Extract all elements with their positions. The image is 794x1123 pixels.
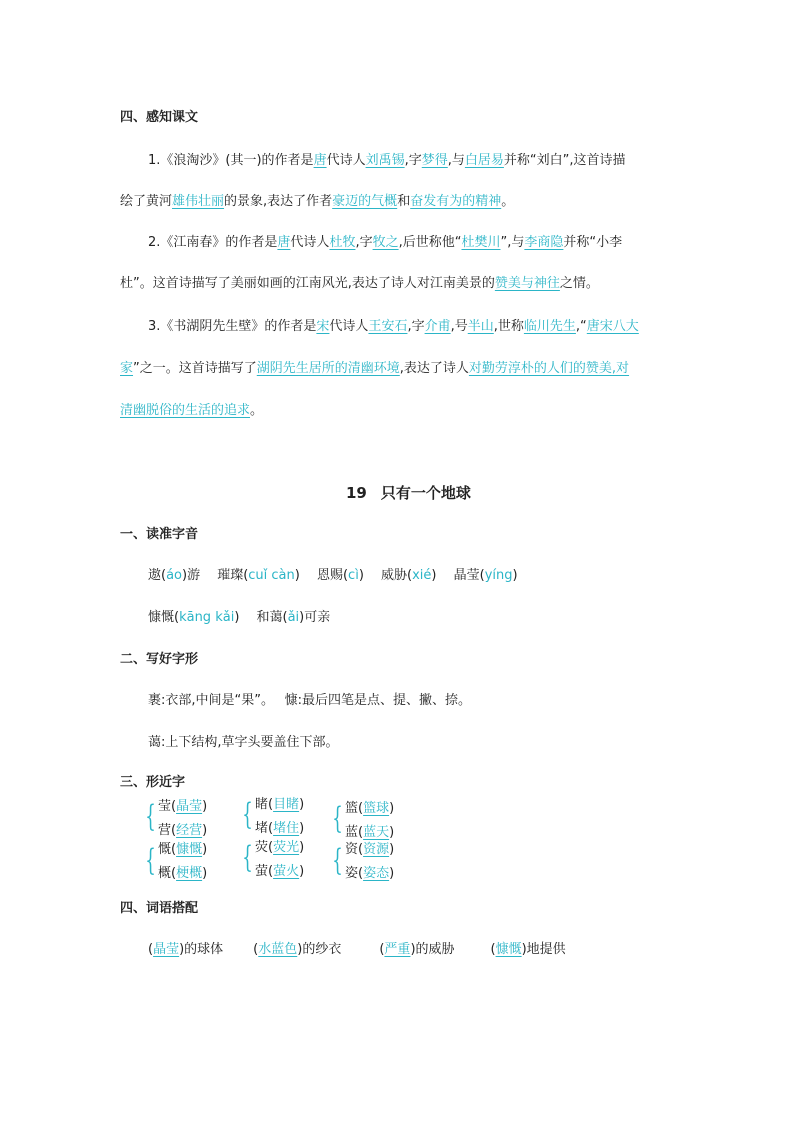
answer-text: 湖阴先生居所的清幽环境: [256, 361, 400, 376]
answer-text: 豪迈的气概: [332, 194, 398, 209]
pinyin-text: cuǐ càn: [248, 568, 295, 583]
text-run: ,字: [404, 153, 422, 168]
para1-line1: [148, 152, 626, 170]
text-run: 3.《书湖阴先生壁》的作者是: [148, 319, 317, 334]
word-suffix: )的纱衣: [297, 942, 342, 957]
close-paren: ): [299, 864, 305, 879]
text-run: ,“: [575, 319, 587, 334]
answer-text: 半山: [467, 319, 494, 334]
close-paren: ): [202, 842, 208, 857]
text-run: ): [512, 568, 518, 583]
close-paren: ): [299, 840, 305, 855]
close-paren: ): [299, 797, 305, 812]
text-run: ,世称: [493, 319, 524, 334]
answer-word: 资源: [363, 842, 390, 857]
char: 睹(: [255, 797, 274, 812]
answer-text: 清幽脱俗的生活的追求: [120, 403, 251, 418]
text-run: 并称“刘白”,这首诗描: [503, 153, 626, 168]
text-run: ”之一。这首诗描写了: [133, 361, 257, 376]
close-paren: ): [202, 799, 208, 814]
open-paren: (: [148, 942, 154, 957]
answer-text: 唐宋八大: [586, 319, 639, 334]
text-run: ,与: [447, 153, 465, 168]
sec1-heading: 一、读准字音: [120, 527, 199, 542]
answer-text: 雄伟壮丽: [172, 194, 225, 209]
pinyin-line2: [148, 609, 330, 627]
para3-line1: [148, 318, 639, 336]
close-paren: ): [202, 866, 208, 881]
word-match-item: [253, 942, 341, 957]
answer-text: 王安石: [368, 319, 408, 334]
answer-word: 慷慨: [176, 842, 203, 857]
answer-text: 李商隐: [524, 235, 564, 250]
char: 资(: [345, 842, 364, 857]
text-run: )可亲: [299, 610, 331, 625]
text-run: 。: [501, 194, 515, 209]
char: 篮(: [345, 801, 364, 816]
text-run: 的景象,表达了作者: [224, 194, 333, 209]
brace: {: [332, 843, 343, 878]
answer-text: 刘禹锡: [365, 153, 405, 168]
text-run: ,表达了诗人: [399, 361, 469, 376]
similar-char-row: [255, 797, 304, 813]
text-run: 。: [250, 403, 264, 418]
answer-text: 临川先生: [523, 319, 576, 334]
brace: {: [242, 840, 253, 875]
text-run: ) 和蔼(: [234, 610, 288, 625]
text-run: ) 威胁(: [358, 568, 413, 583]
answer-word: 篮球: [363, 801, 390, 816]
answer-word: 水蓝色: [258, 942, 298, 957]
similar-char-row: [255, 821, 304, 837]
char: 莹(: [158, 799, 177, 814]
pinyin-text: kāng kǎi: [179, 610, 235, 625]
text-run: 代诗人: [329, 319, 369, 334]
text-run: 之情。: [559, 276, 599, 291]
answer-text: 梦得: [421, 153, 448, 168]
text-run: 代诗人: [326, 153, 366, 168]
text-run: ,号: [450, 319, 468, 334]
char: 萤(: [255, 864, 274, 879]
pinyin-text: cì: [348, 568, 359, 583]
brace: {: [145, 843, 156, 878]
text-run: ,字: [355, 235, 373, 250]
close-paren: ): [299, 821, 305, 836]
char: 营(: [158, 823, 177, 838]
answer-word: 堵住: [273, 821, 300, 836]
similar-char-row: [158, 823, 207, 839]
pinyin-text: ǎi: [287, 610, 300, 625]
answer-word: 姿态: [363, 866, 390, 881]
answer-text: 牧之: [372, 235, 399, 250]
pinyin-line1: [148, 567, 518, 585]
char: 荧(: [255, 840, 274, 855]
char: 堵(: [255, 821, 274, 836]
similar-char-row: [158, 866, 207, 882]
text-run: 慷慨(: [148, 610, 180, 625]
sec4-heading: 四、词语搭配: [120, 901, 199, 916]
char: 概(: [158, 866, 177, 881]
answer-word: 严重: [384, 942, 411, 957]
answer-word: 经营: [176, 823, 203, 838]
answer-text: 杜牧: [329, 235, 356, 250]
char: 姿(: [345, 866, 364, 881]
answer-word: 慷慨: [495, 942, 522, 957]
text-run: 1.《浪淘沙》(其一)的作者是: [148, 153, 314, 168]
word-match-row: [148, 941, 566, 959]
para3-line2: [120, 360, 629, 378]
word-match-item: [491, 942, 566, 957]
lesson-name: 只有一个地球: [380, 484, 471, 502]
answer-text: 宋: [316, 319, 330, 334]
close-paren: ): [202, 823, 208, 838]
similar-char-row: [255, 864, 304, 880]
answer-text: 介甫: [424, 319, 451, 334]
text-run: 代诗人: [290, 235, 330, 250]
text-run: 2.《江南春》的作者是: [148, 235, 278, 250]
answer-word: 梗概: [176, 866, 203, 881]
word-match-item: [379, 942, 454, 957]
text-run: 并称“小李: [563, 235, 623, 250]
similar-char-row: [158, 799, 207, 815]
char: 蓝(: [345, 825, 364, 840]
sec3-heading: 三、形近字: [120, 775, 186, 790]
sec2-heading: 二、写好字形: [120, 652, 199, 667]
answer-text: 唐: [277, 235, 291, 250]
para1-line2: [120, 193, 514, 211]
brace: {: [145, 799, 156, 834]
answer-word: 萤火: [273, 864, 300, 879]
text-run: )游 璀璨(: [182, 568, 249, 583]
answer-word: 蓝天: [363, 825, 390, 840]
answer-text: 白居易: [464, 153, 504, 168]
answer-word: 荧光: [273, 840, 300, 855]
word-suffix: )的球体: [179, 942, 224, 957]
text-run: ,字: [407, 319, 425, 334]
close-paren: ): [389, 842, 395, 857]
text-run: ) 恩赐(: [294, 568, 349, 583]
similar-char-row: [158, 842, 207, 858]
pinyin-text: xié: [412, 568, 432, 583]
para3-line3: [120, 402, 263, 420]
word-match-item: [148, 942, 223, 957]
brace: {: [242, 797, 253, 832]
similar-char-row: [345, 825, 394, 841]
section4-heading: 四、感知课文: [120, 110, 199, 125]
similar-char-row: [345, 842, 394, 858]
similar-char-row: [345, 801, 394, 817]
glyph-note-2: 蔼:上下结构,草字头要盖住下部。: [148, 735, 339, 750]
close-paren: ): [389, 825, 395, 840]
open-paren: (: [379, 942, 385, 957]
lesson-number: 19: [346, 484, 367, 502]
answer-word: 目睹: [273, 797, 300, 812]
answer-word: 晶莹: [176, 799, 203, 814]
text-run: 杜”。这首诗描写了美丽如画的江南风光,表达了诗人对江南美景的: [120, 276, 495, 291]
answer-text: 对勤劳淳朴的人们的赞美,对: [468, 361, 630, 376]
text-run: ) 晶莹(: [431, 568, 485, 583]
pinyin-text: yíng: [484, 568, 513, 583]
text-run: 和: [397, 194, 411, 209]
open-paren: (: [253, 942, 259, 957]
answer-text: 奋发有为的精神: [410, 194, 502, 209]
close-paren: ): [389, 801, 395, 816]
pinyin-text: áo: [166, 568, 182, 583]
lesson-title: [346, 482, 471, 503]
text-run: ,后世称他“: [398, 235, 462, 250]
answer-text: 唐: [313, 153, 327, 168]
open-paren: (: [490, 942, 496, 957]
answer-text: 杜樊川: [461, 235, 501, 250]
answer-word: 晶莹: [153, 942, 180, 957]
glyph-note-1: 裹:衣部,中间是“果”。 慷:最后四笔是点、提、撇、捺。: [148, 693, 471, 708]
similar-char-row: [345, 866, 394, 882]
similar-char-row: [255, 840, 304, 856]
char: 慨(: [158, 842, 177, 857]
text-run: 遨(: [148, 568, 167, 583]
word-suffix: )地提供: [521, 942, 566, 957]
close-paren: ): [389, 866, 395, 881]
word-suffix: )的威胁: [410, 942, 455, 957]
para2-line1: [148, 234, 622, 252]
answer-text: 赞美与神往: [494, 276, 560, 291]
para2-line2: [120, 275, 599, 293]
text-run: 绘了黄河: [120, 194, 173, 209]
text-run: ”,与: [500, 235, 525, 250]
answer-text: 家: [120, 361, 134, 376]
brace: {: [332, 801, 343, 836]
